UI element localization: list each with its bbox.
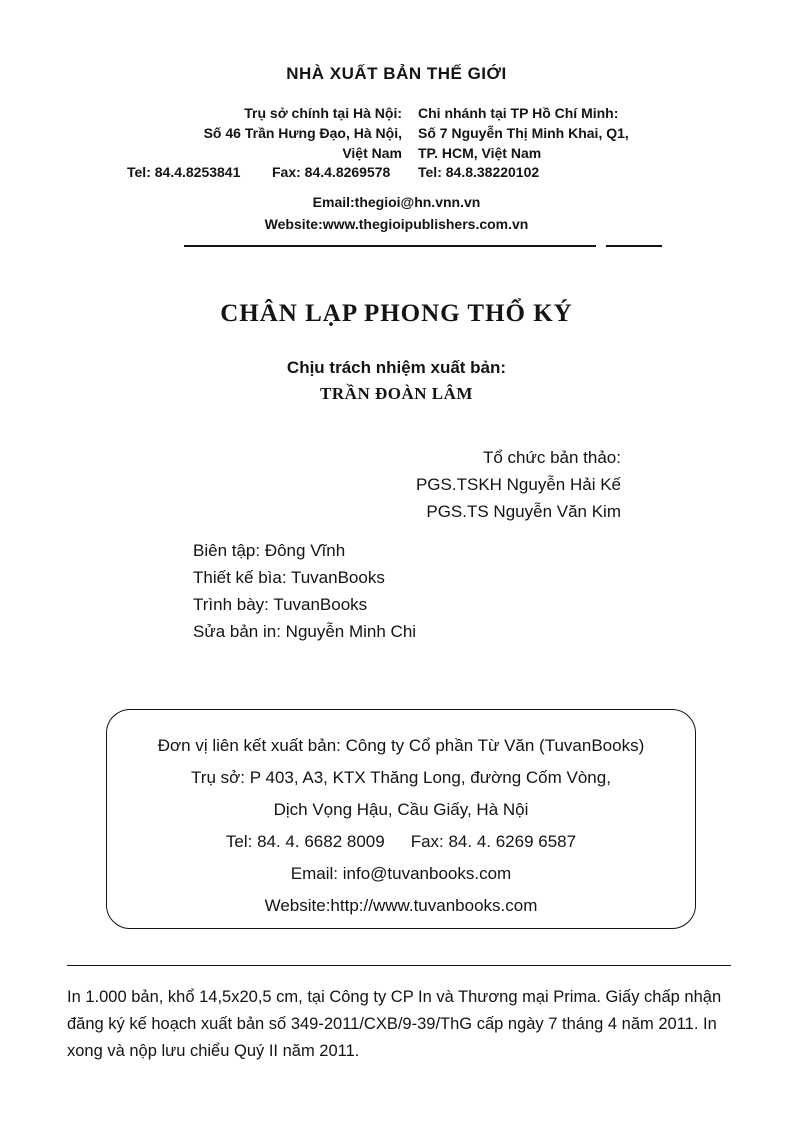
manuscript-person-1: PGS.TSKH Nguyễn Hải Kế [415, 475, 621, 494]
responsibility-label: Chịu trách nhiệm xuất bản: [286, 358, 507, 377]
book-title: CHÂN LẠP PHONG THỔ KÝ [220, 300, 573, 327]
tel-hcm: Tel: 84.8.38220102 [418, 164, 540, 180]
partner-website: Website:http://www.tuvanbooks.com [264, 896, 538, 915]
partner-email: Email: info@tuvanbooks.com [290, 864, 512, 883]
publisher-website: Website:www.thegioipublishers.com.vn [264, 216, 529, 232]
branch-office-address-line1: Số 7 Nguyễn Thị Minh Khai, Q1, [418, 125, 629, 141]
partner-address-line2: Dịch Vọng Hậu, Cầu Giấy, Hà Nội [273, 800, 529, 819]
colophon: In 1.000 bản, khổ 14,5x20,5 cm, tại Công ty CP In và Thương mại Prima. Giấy chấp nhận đăng ký kế hoạch xuất bản số 349-2011/CXB/9-39/ThG cấp ngày 7 tháng 4 năm 2011. In xong và nộp lưu chiểu Quý II năm 2011. [67, 988, 722, 1060]
partner-info [106, 730, 696, 922]
head-office-label: Trụ sở chính tại Hà Nội: [244, 105, 402, 121]
manuscript-organizers [416, 444, 621, 525]
partner-name: Đơn vị liên kết xuất bản: Công ty Cổ phần Từ Văn (TuvanBooks) [157, 736, 645, 755]
publisher-name: NHÀ XUẤT BẢN THẾ GIỚI [286, 64, 507, 83]
branch-office-address [418, 103, 629, 163]
head-office-address [204, 103, 402, 163]
branch-office-label: Chi nhánh tại TP Hồ Chí Minh: [418, 105, 619, 121]
layout-credit: Trình bày: TuvanBooks [193, 595, 368, 614]
cover-design-credit: Thiết kế bìa: TuvanBooks [193, 568, 385, 587]
responsible-person: TRẦN ĐOÀN LÂM [320, 384, 473, 403]
publisher-email: Email:thegioi@hn.vnn.vn [312, 194, 481, 210]
header-divider [184, 245, 596, 247]
production-credits [193, 537, 416, 645]
colophon-divider [67, 965, 731, 966]
header-divider-short [606, 245, 662, 247]
fax-hanoi: Fax: 84.4.8269578 [272, 164, 391, 180]
branch-office-address-line2: TP. HCM, Việt Nam [418, 145, 542, 161]
manuscript-label: Tổ chức bản thảo: [482, 448, 621, 467]
head-office-address-line2: Việt Nam [342, 145, 402, 161]
manuscript-person-2: PGS.TS Nguyễn Văn Kim [426, 502, 621, 521]
partner-fax: Fax: 84. 4. 6269 6587 [410, 832, 577, 851]
editor-credit: Biên tập: Đông Vĩnh [193, 541, 346, 560]
partner-address-line1: Trụ sở: P 403, A3, KTX Thăng Long, đường Cốm Vòng, [191, 768, 611, 787]
head-office-address-line1: Số 46 Trần Hưng Đạo, Hà Nội, [203, 125, 402, 141]
partner-tel: Tel: 84. 4. 6682 8009 [225, 832, 385, 851]
tel-hanoi: Tel: 84.4.8253841 [127, 164, 241, 180]
proofreading-credit: Sửa bản in: Nguyễn Minh Chi [193, 622, 417, 641]
partner-phone-line [106, 826, 696, 858]
